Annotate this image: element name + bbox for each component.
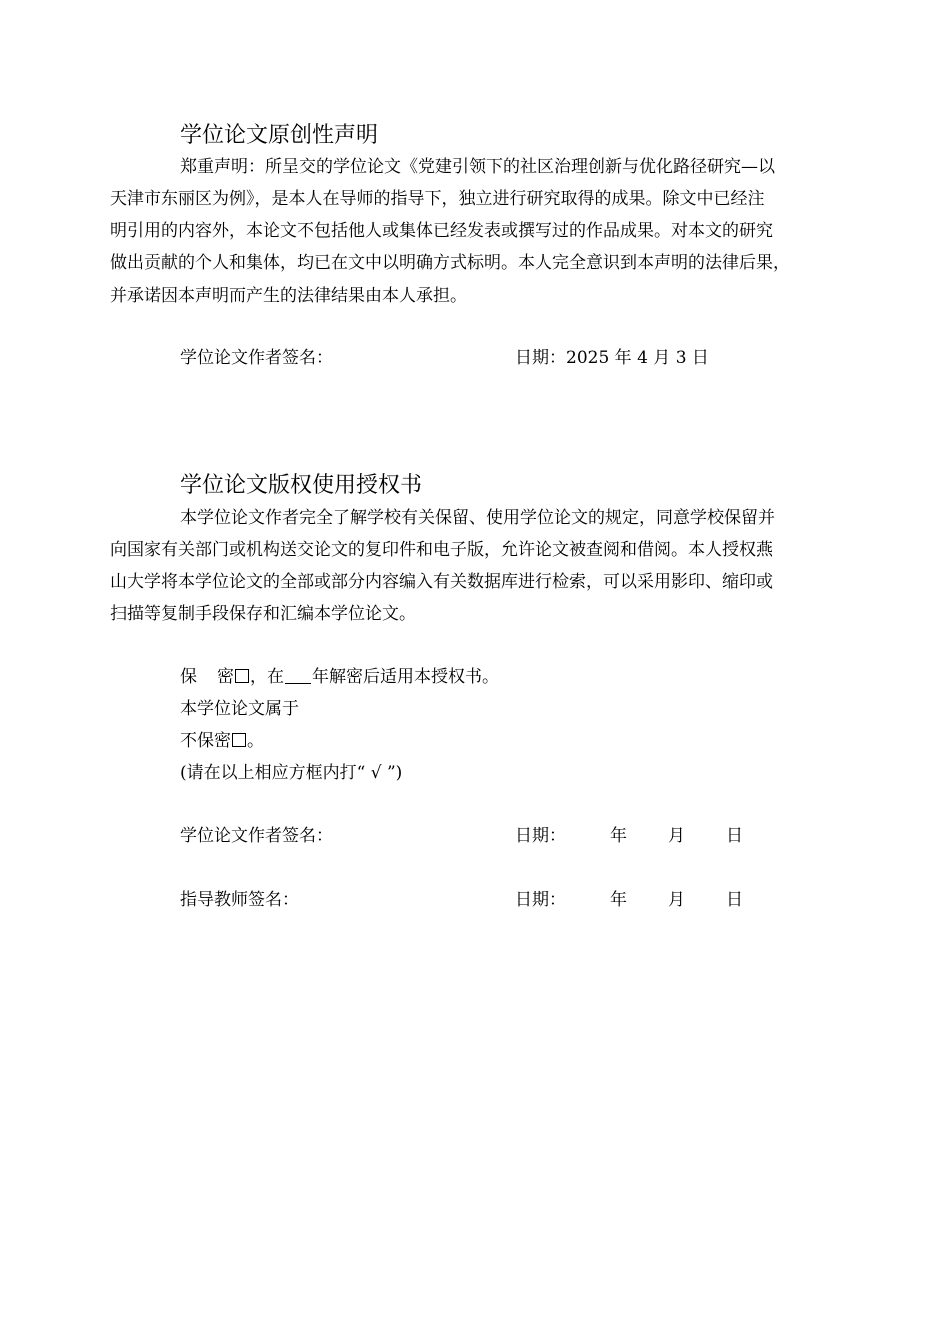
copyright-line-1: 本学位论文作者完全了解学校有关保留、使用学位论文的规定，同意学校保留并 (180, 508, 775, 528)
supervisor-date-month: 月 (668, 890, 685, 910)
secret-mid: 密 (217, 667, 234, 687)
author-date-month: 月 (668, 826, 685, 846)
secret-option-line (180, 662, 499, 687)
check-instruction: (请在以上相应方框内打“ √ ”) (180, 763, 403, 783)
author-date-year: 年 (610, 826, 627, 846)
not-secret-checkbox[interactable] (232, 733, 246, 747)
originality-line-3: 明引用的内容外，本论文不包括他人或集体已经发表或撰写过的作品成果。对本文的研究 (110, 221, 773, 241)
belongs-label: 本学位论文属于 (180, 699, 299, 719)
not-secret-label: 不保密 (180, 731, 231, 751)
supervisor-date-day: 日 (726, 890, 743, 910)
originality-line-2: 天津市东丽区为例》，是本人在导师的指导下，独立进行研究取得的成果。除文中已经注 (110, 189, 765, 209)
secret-checkbox[interactable] (235, 669, 249, 683)
not-secret-option-line (180, 726, 264, 751)
originality-line-4: 做出贡献的个人和集体，均已在文中以明确方式标明。本人完全意识到本声明的法律后果， (110, 253, 790, 273)
author-date-prefix: 日期： (515, 826, 566, 846)
secret-after-box: ，在 (250, 667, 284, 687)
copyright-line-4: 扫描等复制手段保存和汇编本学位论文。 (110, 604, 416, 624)
originality-author-sign-label: 学位论文作者签名： (180, 348, 333, 368)
secret-years-blank[interactable] (285, 669, 311, 684)
supervisor-date-year: 年 (610, 890, 627, 910)
copyright-line-2: 向国家有关部门或机构送交论文的复印件和电子版，允许论文被查阅和借阅。本人授权燕 (110, 540, 773, 560)
author-date-day: 日 (726, 826, 743, 846)
originality-title: 学位论文原创性声明 (180, 123, 379, 148)
originality-line-1: 郑重声明：所呈交的学位论文《党建引领下的社区治理创新与优化路径研究—以 (180, 157, 775, 177)
supervisor-sign-label: 指导教师签名： (180, 890, 299, 910)
supervisor-date-prefix: 日期： (515, 890, 566, 910)
copyright-author-sign-label: 学位论文作者签名： (180, 826, 333, 846)
copyright-line-3: 山大学将本学位论文的全部或部分内容编入有关数据库进行检索，可以采用影印、缩印或 (110, 572, 773, 592)
secret-after-blank: 年解密后适用本授权书。 (312, 667, 499, 687)
not-secret-end: 。 (247, 731, 264, 751)
secret-prefix: 保 (180, 667, 197, 687)
copyright-title: 学位论文版权使用授权书 (180, 473, 423, 498)
originality-date: 日期：2025 年 4 月 3 日 (515, 348, 709, 368)
originality-line-5: 并承诺因本声明而产生的法律结果由本人承担。 (110, 286, 467, 306)
